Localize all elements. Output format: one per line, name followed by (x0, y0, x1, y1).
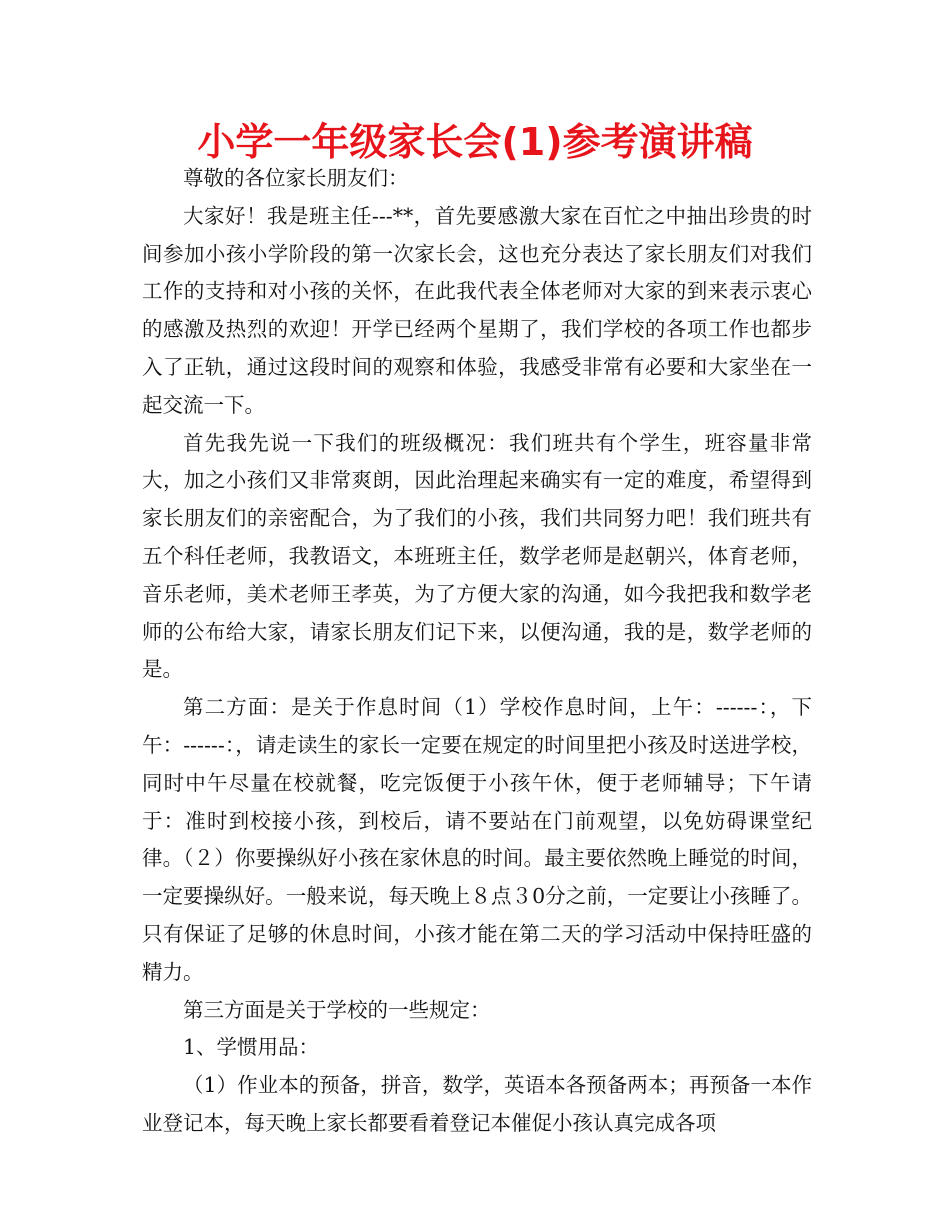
salutation-paragraph: 尊敬的各位家长朋友们： (183, 166, 409, 190)
rules-heading-paragraph: 第三方面是关于学校的一些规定： (183, 997, 491, 1022)
document-title: 小学一年级家长会(1)参考演讲稿 (197, 120, 753, 164)
document-body (142, 160, 812, 1143)
class-overview-paragraph: 首先我先说一下我们的班级概况：我们班共有个学生，班容量非常大，加之小孩们又非常爽朗，因此治理起来确实有一定的难度，希望得到家长朋友们的亲密配合，为了我们的小孩，我们共同努力吧！我们班共有五个科任老师，我教语文，本班班主任，数学老师是赵朝兴，体育老师，音乐老师，美术老师王孝英，为了方便大家的沟通，如今我把我和数学老师的公布给大家，请家长朋友们记下来，以便沟通，我的是，数学老师的是。 (142, 430, 812, 682)
homework-paragraph: （1）作业本的预备，拼音，数学，英语本各预备两本；再预备一本作业登记本，每天晚上家长都要看着登记本催促小孩认真完成各项 (142, 1073, 812, 1135)
greeting-paragraph: 大家好！我是班主任---**，首先要感激大家在百忙之中抽出珍贵的时间参加小孩小学阶段的第一次家长会，这也充分表达了家长朋友们对我们工作的支持和对小孩的关怀，在此我代表全体老师对大家的到来表示衷心的感激及热烈的欢迎！开学已经两个星期了，我们学校的各项工作也都步入了正轨，通过这段时间的观察和体验，我感受非常有必要和大家坐在一起交流一下。 (142, 203, 812, 417)
supplies-heading-paragraph: 1、学惯用品： (183, 1035, 320, 1060)
schedule-paragraph: 第二方面：是关于作息时间（1）学校作息时间，上午：------：，下午：------：，请走读生的家长一定要在规定的时间里把小孩及时送进学校，同时中午尽量在校就餐，吃完饭便于小孩午休，便于老师辅导；下午请于：准时到校接小孩，到校后，请不要站在门前观望，以免妨碍课堂纪律。（２）你要操纵好小孩在家休息的时间。最主要依然晚上睡觉的时间，一定要操纵好。一般来说，每天晚上８点３0分之前，一定要让小孩睡了。只有保证了足够的休息时间，小孩才能在第二天的学习活动中保持旺盛的精力。 (142, 695, 812, 984)
